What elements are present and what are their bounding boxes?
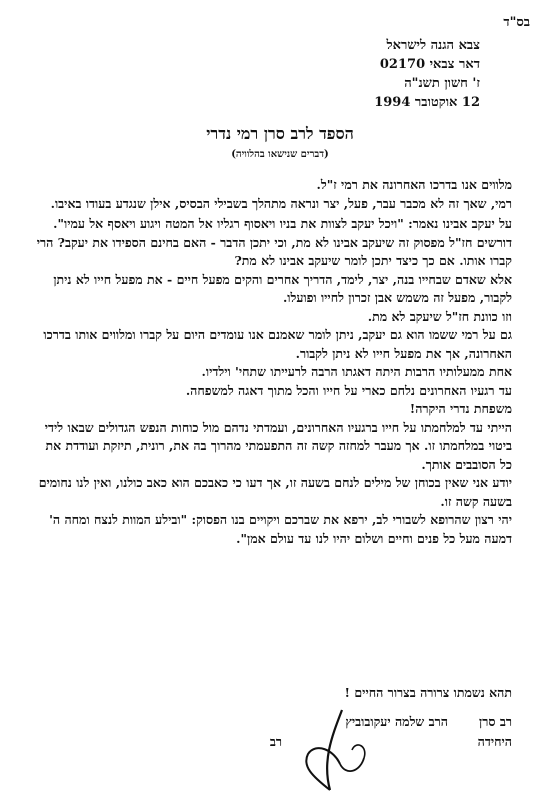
document-subtitle: (דברים שנישאו בהלוויה) [231,149,329,160]
paragraph: דורשים חז"ל מפסוק זה שיעקב אבינו לא מת, וכי יתכן הדבר - האם בחינם הספידו את יעקב? הרי קברו אותו. אם כך כיצד יתכן לומר שיעקב אבינו לא מת? [36,234,512,268]
closing-line: תהא נשמתו צרורה בצרור החיים ! [344,685,512,700]
letterhead-line-3: ז' חשון תשנ"ה [404,76,480,91]
paragraph: וזו כוונת חז"ל שיעקב לא מת. [367,308,512,324]
signer-name: הרב שלמה יעקובוביץ [345,714,448,729]
signer-unit: היחידה [477,734,512,749]
paragraph: גם על רמי ששמו הוא גם יעקב, ניתן לומר שאמנם אנו עומדים היום על קברו ומלווים אותו בדרכו האחרונה, אך את מפעל חייו לא ניתן לקבור. [43,327,512,361]
signer-rank-2: רב [269,734,282,749]
paragraph: משפחת נדרי היקרה! [409,401,512,416]
paragraph: עד רגעיו האחרונים נלחם כארי על חייו והכל מתוך דאגה למשפחה. [185,382,512,398]
letterhead-line-1: צבא הגנה לישראל [386,38,480,53]
paragraph: מלווים אנו בדרכו האחרונה את רמי ז"ל. [316,177,512,192]
paragraph: יהי רצון שהרופא לשבורי לב, ירפא את שברכם ויקויים בנו הפסוק: "ובילע המוות לנצח ומחה ה' דמעה מעל כל פנים וחיים ושלום יהיו לנו עד עולם אמן". [49,512,512,546]
letterhead [280,36,480,112]
paragraph: אחת ממעלותיו הרבות היתה דאגתו הרבה לרעייתו שתחי' וילדיו. [201,364,512,379]
paragraph: הייתי עד למלחמתו על חייו ברגעיו האחרונים, ועמדתי נדהם מול כוחות הנפש הגדולים שבאו לידי ביטוי במלחמתו זו. אך מעבר למחזה קשה זה התפעמתי מהרוך בה את, רונית, תיזקת ועודדת את כל הסובבים אותך. [44,419,512,472]
letterhead-line-4: 12 אוקטובר 1994 [374,95,480,110]
signature-block [42,714,512,794]
document-title: הספד לרב סרן רמי נדרי [206,124,354,143]
paragraph: על יעקב אבינו נאמר: "ויכל יעקב לצוות את בניו ויאסוף רגליו אל המטה ויגוע ויאסף אל עמיו". [53,216,512,231]
paragraph: רמי, שאך זה לא מכבר עבר, פעל, יצר ונראה מתהלך בשבילי הבסיס, אילן שנגדע בעודו באיבו. [50,195,512,211]
eulogy-body [34,176,512,548]
paragraph: יודע אני שאין בכוחן של מילים לנחם בשעה זו, אך דעו כי כאבכם הוא כאב כולנו, ואין לנו נחומים בשעה קשה זו. [38,475,512,509]
bsd-mark: בס"ד [503,15,530,30]
paragraph: אלא שאדם שבחייו בנה, יצר, לימד, הדריך אחרים והקים מפעל חיים - את מפעל חייו לא ניתן לקבור, מפעל זה משמש אבן זכרון לחייו ופועלו. [53,271,512,305]
letterhead-line-2: דאר צבאי 02170 [379,57,480,72]
signer-rank: רב סרן [479,714,512,729]
